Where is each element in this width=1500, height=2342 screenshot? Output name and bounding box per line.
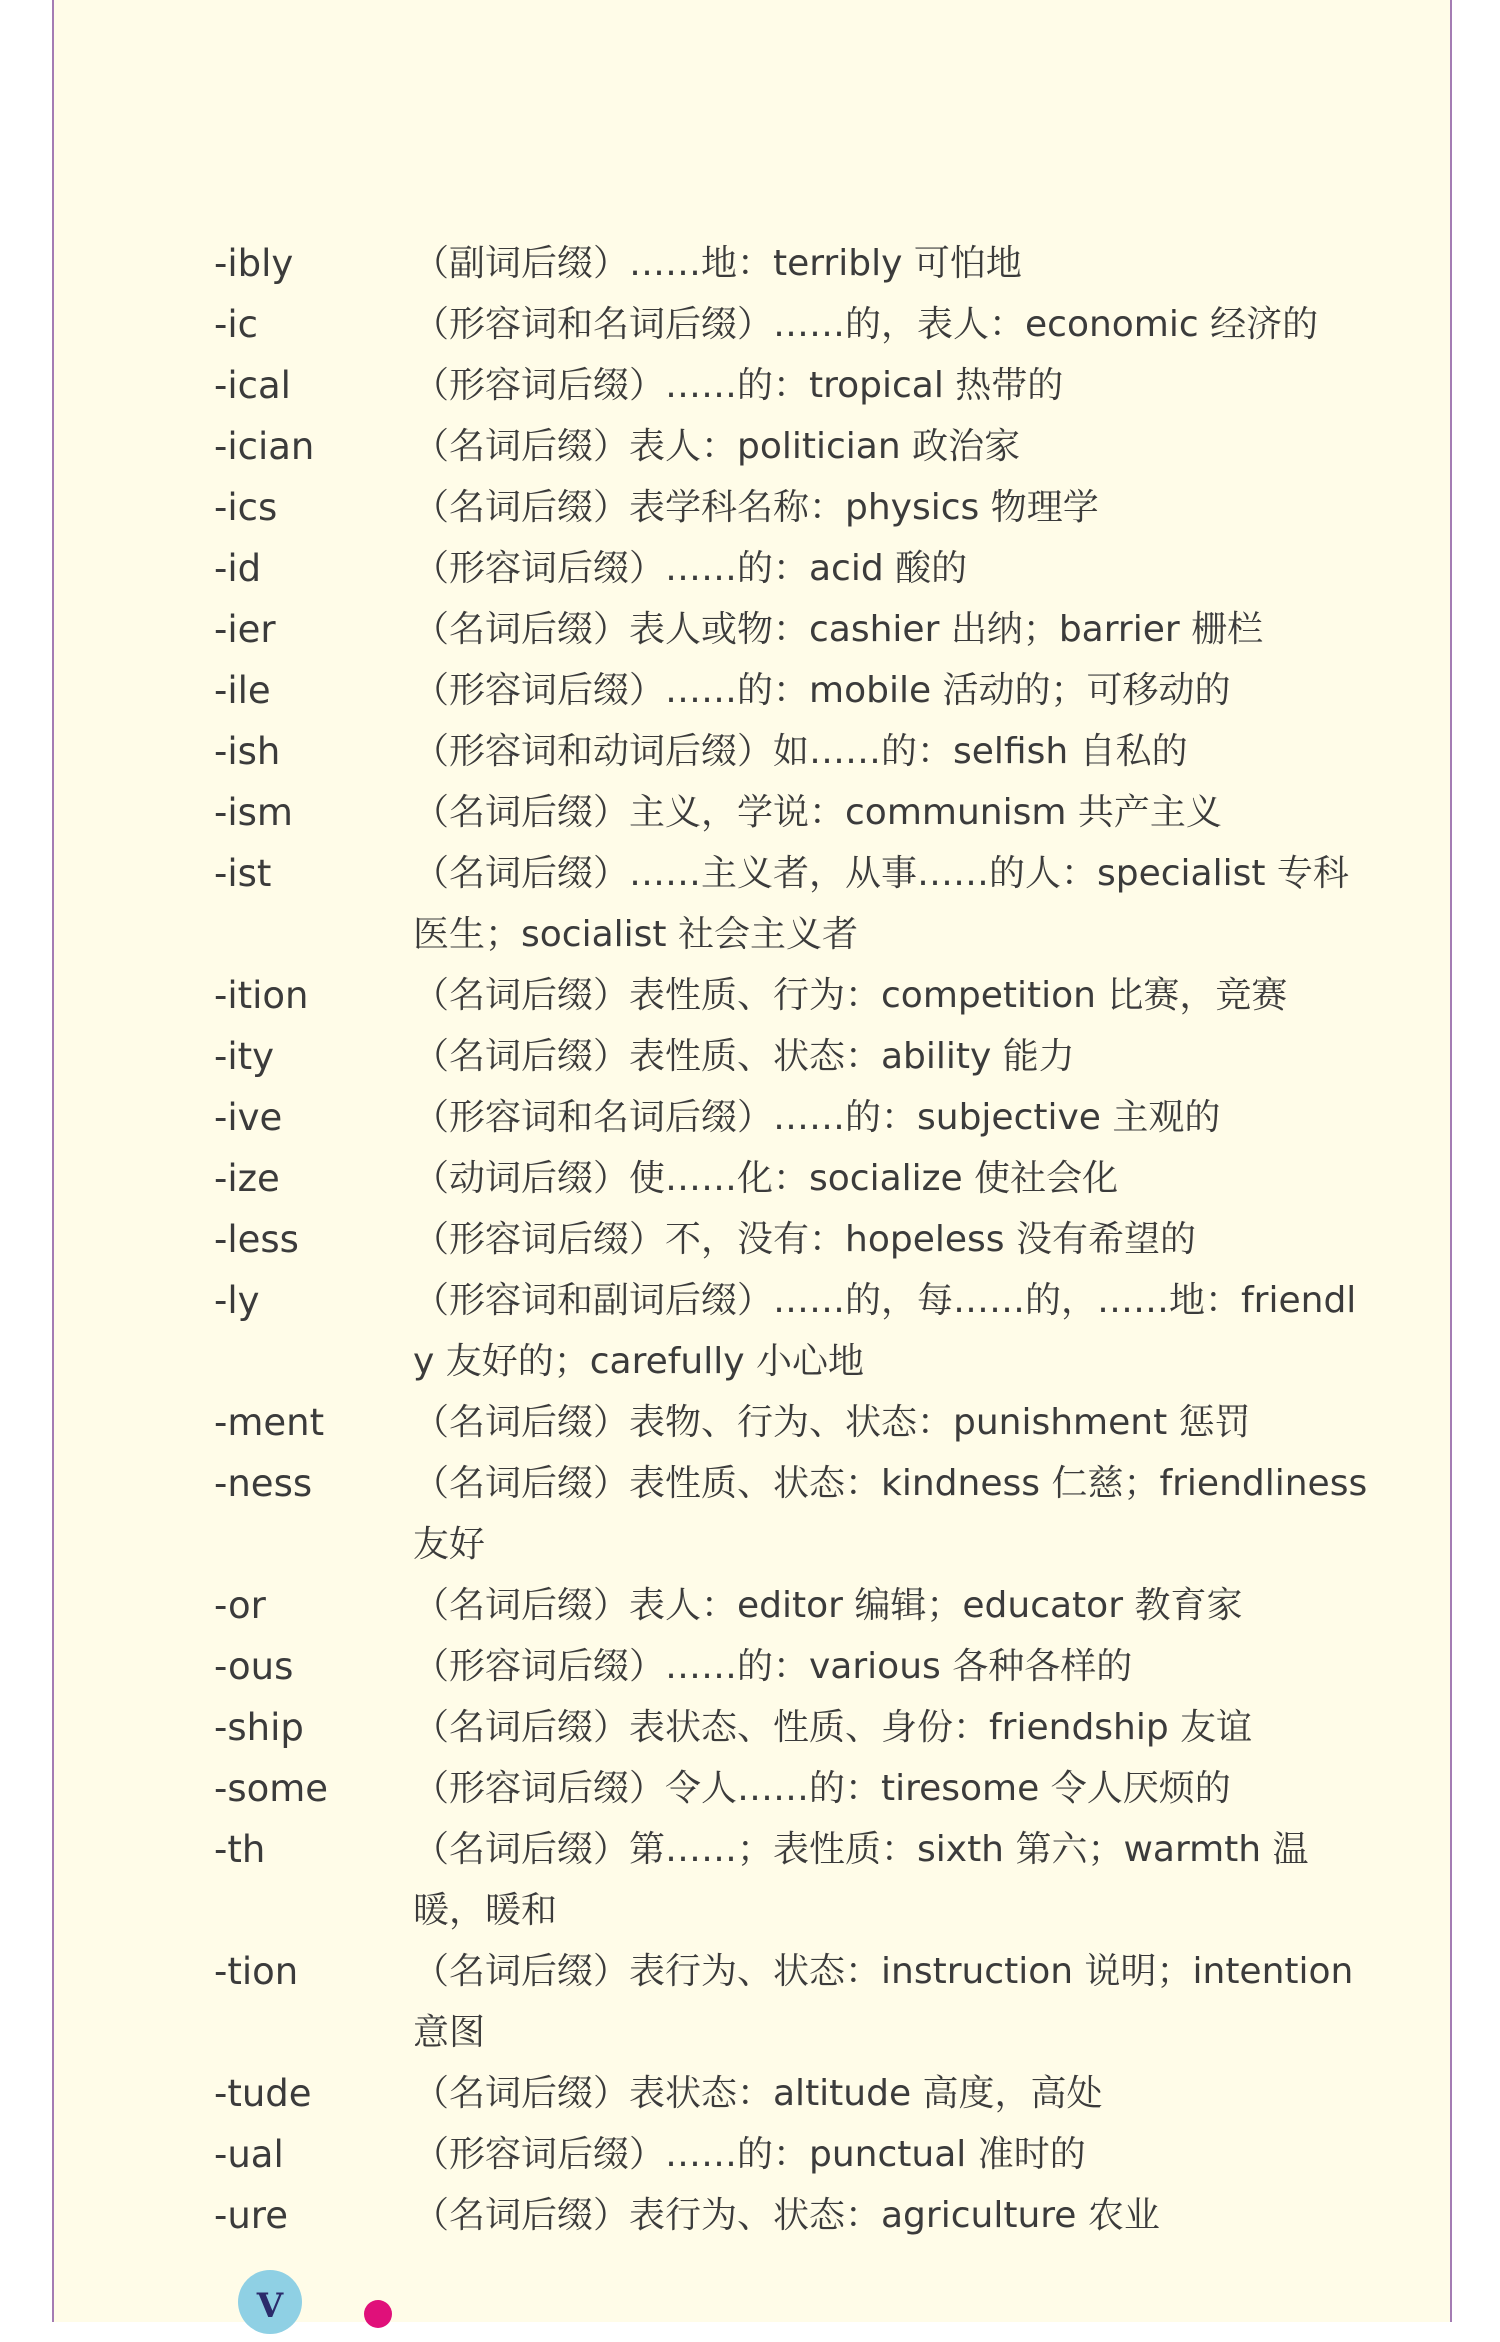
suffix-term: -ship	[214, 1706, 304, 1749]
list-item	[214, 416, 1374, 477]
suffix-definition: （名词后缀）表人或物：cashier 出纳；barrier 栅栏	[413, 609, 1264, 650]
suffix-list	[214, 233, 1374, 2246]
suffix-definition: （形容词后缀）……的：mobile 活动的；可移动的	[413, 670, 1231, 711]
list-item	[214, 721, 1374, 782]
list-item	[214, 1941, 1374, 2063]
suffix-definition: （名词后缀）表状态：altitude 高度，高处	[413, 2073, 1103, 2114]
suffix-definition: （形容词和名词后缀）……的：subjective 主观的	[413, 1097, 1221, 1138]
list-item	[214, 1148, 1374, 1209]
list-item	[214, 1392, 1374, 1453]
suffix-term: -ure	[214, 2194, 288, 2237]
suffix-term: -ish	[214, 730, 281, 773]
suffix-definition: （形容词后缀）令人……的：tiresome 令人厌烦的	[413, 1768, 1231, 1809]
list-item	[214, 843, 1374, 965]
suffix-term: -ic	[214, 303, 258, 346]
page-number-badge: V	[238, 2270, 302, 2334]
suffix-definition: （形容词后缀）不，没有：hopeless 没有希望的	[413, 1219, 1196, 1260]
list-item	[214, 1209, 1374, 1270]
suffix-term: -tion	[214, 1950, 299, 1993]
list-item	[214, 1087, 1374, 1148]
suffix-term: -less	[214, 1218, 299, 1261]
suffix-definition: （形容词后缀）……的：various 各种各样的	[413, 1646, 1133, 1687]
list-item	[214, 1575, 1374, 1636]
suffix-definition: （形容词和动词后缀）如……的：selfish 自私的	[413, 731, 1188, 772]
suffix-term: -ist	[214, 852, 272, 895]
list-item	[214, 965, 1374, 1026]
suffix-definition: （形容词后缀）……的：acid 酸的	[413, 548, 968, 589]
suffix-term: -ism	[214, 791, 293, 834]
list-item	[214, 538, 1374, 599]
suffix-definition: （形容词后缀）……的：tropical 热带的	[413, 365, 1064, 406]
suffix-definition: （名词后缀）第……；表性质：sixth 第六；warmth 温暖，暖和	[413, 1829, 1309, 1931]
list-item	[214, 782, 1374, 843]
suffix-term: -ly	[214, 1279, 260, 1322]
list-item	[214, 1026, 1374, 1087]
suffix-term: -ition	[214, 974, 309, 1017]
suffix-definition: （名词后缀）表学科名称：physics 物理学	[413, 487, 1099, 528]
list-item	[214, 2185, 1374, 2246]
suffix-definition: （形容词后缀）……的：punctual 准时的	[413, 2134, 1086, 2175]
suffix-term: -ive	[214, 1096, 283, 1139]
suffix-definition: （名词后缀）表性质、状态：ability 能力	[413, 1036, 1075, 1077]
suffix-term: -ous	[214, 1645, 294, 1688]
suffix-definition: （名词后缀）表行为、状态：instruction 说明；intention 意图	[413, 1951, 1354, 2053]
decorative-dot	[364, 2300, 392, 2328]
suffix-definition: （名词后缀）表性质、状态：kindness 仁慈；friendliness 友好	[413, 1463, 1368, 1565]
suffix-definition: （名词后缀）表物、行为、状态：punishment 惩罚	[413, 1402, 1251, 1443]
suffix-definition: （形容词和名词后缀）……的，表人：economic 经济的	[413, 304, 1319, 345]
suffix-definition: （名词后缀）表性质、行为：competition 比赛，竞赛	[413, 975, 1288, 1016]
suffix-term: -ile	[214, 669, 271, 712]
suffix-term: -id	[214, 547, 262, 590]
suffix-term: -ize	[214, 1157, 280, 1200]
list-item	[214, 599, 1374, 660]
list-item	[214, 294, 1374, 355]
suffix-term: -ment	[214, 1401, 325, 1444]
list-item	[214, 2124, 1374, 2185]
suffix-term: -ual	[214, 2133, 284, 2176]
suffix-definition: （名词后缀）表人：editor 编辑；educator 教育家	[413, 1585, 1243, 1626]
list-item	[214, 233, 1374, 294]
suffix-term: -ibly	[214, 242, 294, 285]
suffix-definition: （名词后缀）表状态、性质、身份：friendship 友谊	[413, 1707, 1253, 1748]
suffix-definition: （副词后缀）……地：terribly 可怕地	[413, 243, 1022, 284]
list-item	[214, 1453, 1374, 1575]
page	[52, 0, 1452, 2326]
suffix-term: -ier	[214, 608, 276, 651]
suffix-term: -ness	[214, 1462, 313, 1505]
suffix-term: -ity	[214, 1035, 275, 1078]
suffix-definition: （名词后缀）表行为、状态：agriculture 农业	[413, 2195, 1160, 2236]
suffix-definition: （名词后缀）表人：politician 政治家	[413, 426, 1021, 467]
suffix-term: -some	[214, 1767, 329, 1810]
list-item	[214, 1270, 1374, 1392]
suffix-definition: （名词后缀）……主义者，从事……的人：specialist 专科医生；socialist 社会主义者	[413, 853, 1349, 955]
list-item	[214, 1697, 1374, 1758]
suffix-term: -tude	[214, 2072, 312, 2115]
list-item	[214, 660, 1374, 721]
list-item	[214, 1636, 1374, 1697]
suffix-definition: （名词后缀）主义，学说：communism 共产主义	[413, 792, 1222, 833]
suffix-term: -ics	[214, 486, 278, 529]
list-item	[214, 1819, 1374, 1941]
list-item	[214, 477, 1374, 538]
list-item	[214, 355, 1374, 416]
suffix-term: -or	[214, 1584, 266, 1627]
suffix-term: -ical	[214, 364, 291, 407]
suffix-term: -ician	[214, 425, 315, 468]
suffix-definition: （动词后缀）使……化：socialize 使社会化	[413, 1158, 1119, 1199]
list-item	[214, 1758, 1374, 1819]
suffix-term: -th	[214, 1828, 266, 1871]
list-item	[214, 2063, 1374, 2124]
suffix-definition: （形容词和副词后缀）……的，每……的，……地：friendly 友好的；carefully 小心地	[413, 1280, 1357, 1382]
